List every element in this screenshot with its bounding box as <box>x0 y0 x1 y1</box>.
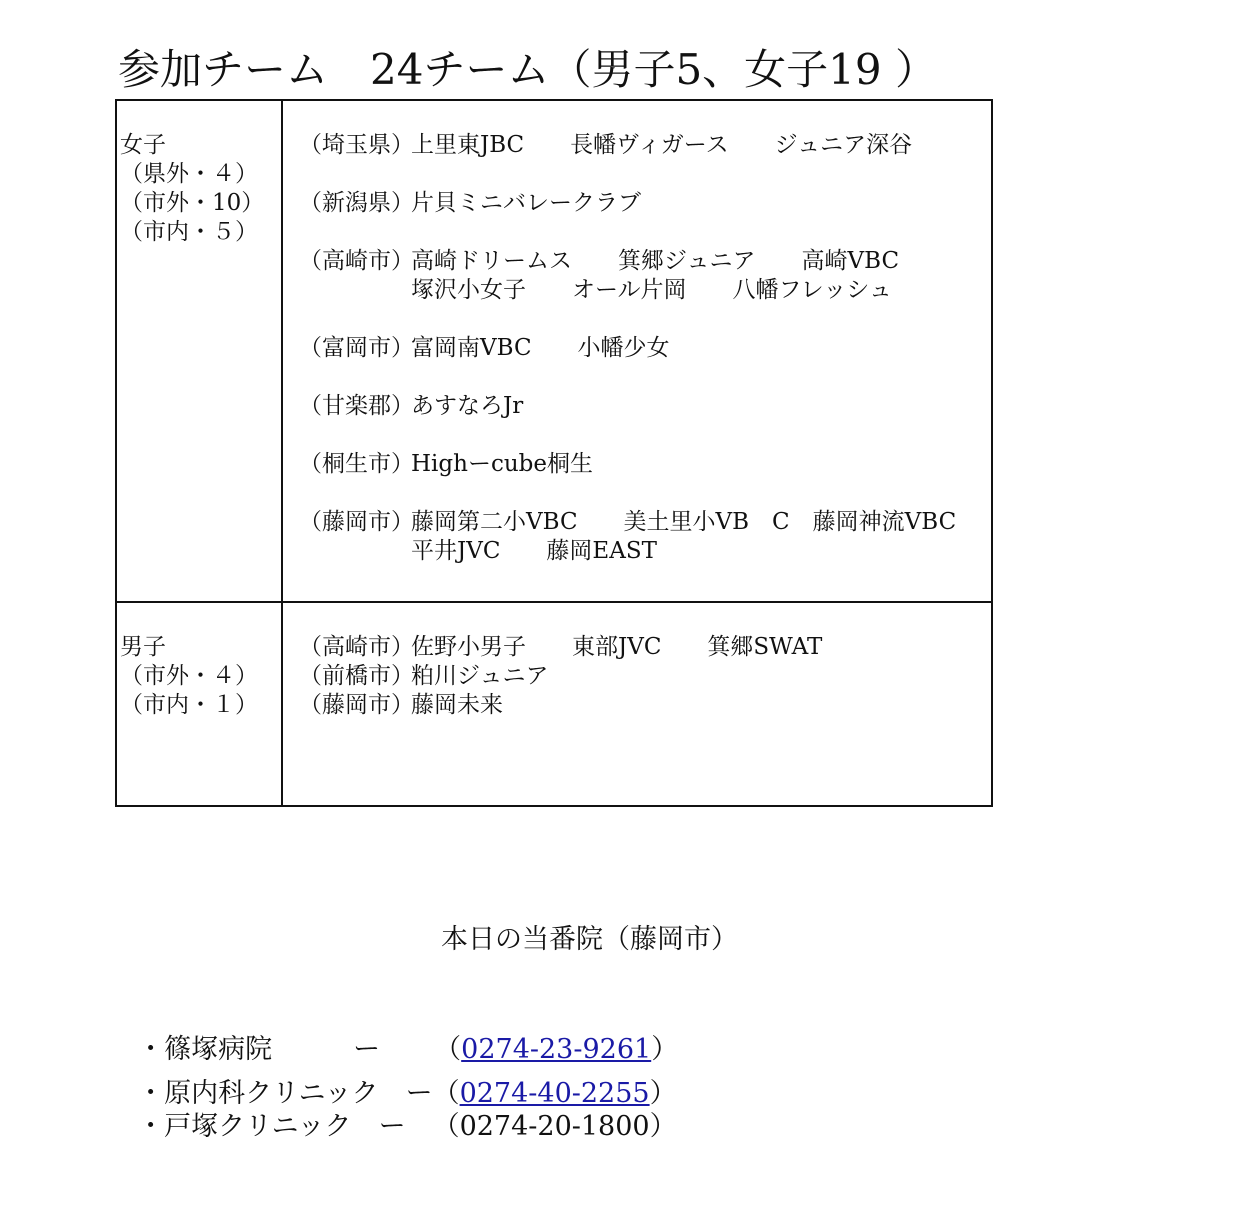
girls-pref-fujioka <box>299 508 991 566</box>
clinic-phone-link[interactable]: 0274-23-9261 <box>461 1034 652 1065</box>
pref-name: （富岡市） <box>299 335 414 361</box>
pref-name: （甘楽郡） <box>299 393 414 419</box>
girls-group-label: 女子 <box>120 132 166 158</box>
team-line: 高崎ドリームス 箕郷ジュニア 高崎VBC <box>411 248 900 274</box>
girls-group-cell <box>116 100 282 602</box>
boys-group-label: 男子 <box>120 634 166 660</box>
boys-pref-takasaki <box>299 633 991 662</box>
teams-table <box>115 99 993 807</box>
team-line: 富岡南VBC 小幡少女 <box>411 335 670 361</box>
pref-name: （前橋市） <box>299 663 414 689</box>
team-line: 藤岡第二小VBC 美土里小VB C 藤岡神流VBC <box>411 509 957 535</box>
boys-count-in-city: （市内・１） <box>120 692 258 718</box>
boys-row <box>116 602 992 806</box>
pref-name: （埼玉県） <box>299 132 414 158</box>
girls-pref-kiryu <box>299 450 991 479</box>
pref-name: （藤岡市） <box>299 509 414 535</box>
clinic-totsuka <box>120 1073 677 1145</box>
clinic-dash: ー <box>378 1111 433 1142</box>
clinic-dash: ー <box>353 1034 435 1065</box>
team-line: 佐野小男子 東部JVC 箕郷SWAT <box>411 634 823 660</box>
team-line: Highーcube桐生 <box>411 451 593 477</box>
girls-pref-takasaki <box>299 247 991 305</box>
girls-pref-saitama <box>299 131 991 160</box>
clinic-name: ・原内科クリニック <box>137 1078 406 1109</box>
clinic-phone-link[interactable]: 0274-40-2255 <box>459 1078 650 1109</box>
pref-name: （藤岡市） <box>299 692 414 718</box>
phone-close-paren: ） <box>649 1078 677 1109</box>
boys-pref-maebashi <box>299 662 991 691</box>
girls-pref-kanra <box>299 392 991 421</box>
girls-pref-niigata <box>299 189 991 218</box>
phone-close-paren: ） <box>649 1111 677 1142</box>
girls-team-list <box>282 100 992 602</box>
phone-open-paren: （ <box>434 1034 462 1065</box>
girls-count-out-of-pref: （県外・４） <box>120 161 258 187</box>
phone-close-paren: ） <box>651 1034 679 1065</box>
girls-pref-tomioka <box>299 334 991 363</box>
duty-clinics-title: 本日の当番院（藤岡市） <box>441 924 738 955</box>
pref-name: （桐生市） <box>299 451 414 477</box>
girls-count-out-of-city: （市外・10） <box>120 190 265 216</box>
clinic-name: ・戸塚クリニック <box>137 1111 379 1142</box>
team-line: 粕川ジュニア <box>411 663 549 689</box>
pref-name: （高崎市） <box>299 248 414 274</box>
pref-name: （新潟県） <box>299 190 414 216</box>
pref-name: （高崎市） <box>299 634 414 660</box>
girls-count-in-city: （市内・５） <box>120 219 258 245</box>
team-line: 藤岡未来 <box>411 692 503 718</box>
phone-open-paren: （ <box>432 1111 460 1142</box>
team-line: 上里東JBC 長幡ヴィガース ジュニア深谷 <box>411 132 913 158</box>
team-line: 塚沢小女子 オール片岡 八幡フレッシュ <box>411 277 892 303</box>
phone-open-paren: （ <box>432 1078 460 1109</box>
boys-team-list <box>282 602 992 806</box>
boys-count-out-of-city: （市外・４） <box>120 663 258 689</box>
girls-row <box>116 100 992 602</box>
page-title: 参加チーム 24チーム（男子5、女子19 ） <box>118 45 937 94</box>
team-line: あすなろJr <box>411 393 524 419</box>
boys-group-cell <box>116 602 282 806</box>
clinic-dash: ー <box>405 1078 433 1109</box>
boys-pref-fujioka <box>299 691 991 720</box>
clinic-name: ・篠塚病院 <box>137 1034 354 1065</box>
team-line: 平井JVC 藤岡EAST <box>411 538 657 564</box>
team-line: 片貝ミニバレークラブ <box>411 190 641 216</box>
clinic-phone: 0274-20-1800 <box>459 1111 650 1142</box>
